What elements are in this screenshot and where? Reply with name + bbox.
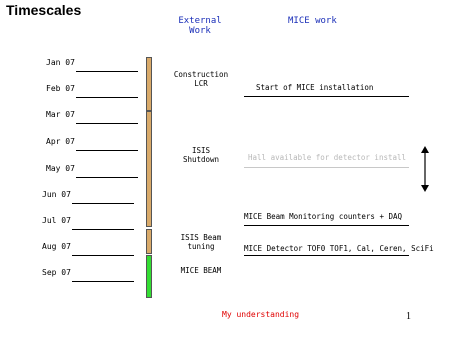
month-label-mar: Mar 07 xyxy=(46,110,75,119)
month-label-aug: Aug 07 xyxy=(42,242,71,251)
event-detector-line xyxy=(244,255,409,256)
header-mice-work: MICE work xyxy=(288,16,337,26)
month-label-apr: Apr 07 xyxy=(46,137,75,146)
double-arrow-icon xyxy=(418,146,432,192)
month-line-mar xyxy=(76,123,138,124)
phase-tuning-label: ISIS Beam tuning xyxy=(180,233,222,251)
month-line-feb xyxy=(76,97,138,98)
event-hall-available: Hall available for detector install xyxy=(248,153,407,162)
page-title: Timescales xyxy=(6,2,82,18)
month-line-may xyxy=(76,177,138,178)
month-label-jun: Jun 07 xyxy=(42,190,71,199)
month-line-jan xyxy=(76,71,138,72)
event-detector: MICE Detector TOF0 TOF1, Cal, Ceren, SciFi xyxy=(244,244,434,253)
phase-construction-label: Construction LCR xyxy=(173,70,229,88)
month-label-feb: Feb 07 xyxy=(46,84,75,93)
month-label-jul: Jul 07 xyxy=(42,216,71,225)
event-installation-line xyxy=(244,96,409,97)
footer-note: My understanding xyxy=(222,310,300,319)
page-number: 1 xyxy=(406,311,411,322)
month-label-sep: Sep 07 xyxy=(42,268,71,277)
month-line-apr xyxy=(76,150,138,151)
event-beam-monitoring: MICE Beam Monitoring counters + DAQ xyxy=(244,212,403,221)
month-line-jun xyxy=(72,203,134,204)
event-hall-available-line xyxy=(244,167,409,168)
bar-mice-beam xyxy=(146,255,152,298)
bar-shutdown xyxy=(146,111,152,227)
header-external-work: External Work xyxy=(178,16,222,36)
bar-tuning xyxy=(146,229,152,254)
event-beam-monitoring-line xyxy=(244,225,409,226)
phase-mice-beam-label: MICE BEAM xyxy=(180,266,222,275)
bar-construction xyxy=(146,57,152,111)
month-label-may: May 07 xyxy=(46,164,75,173)
month-label-jan: Jan 07 xyxy=(46,58,75,67)
event-installation: Start of MICE installation xyxy=(256,83,374,92)
phase-shutdown-label: ISIS Shutdown xyxy=(182,146,220,164)
month-line-aug xyxy=(72,255,134,256)
month-line-jul xyxy=(72,229,134,230)
month-line-sep xyxy=(72,281,134,282)
